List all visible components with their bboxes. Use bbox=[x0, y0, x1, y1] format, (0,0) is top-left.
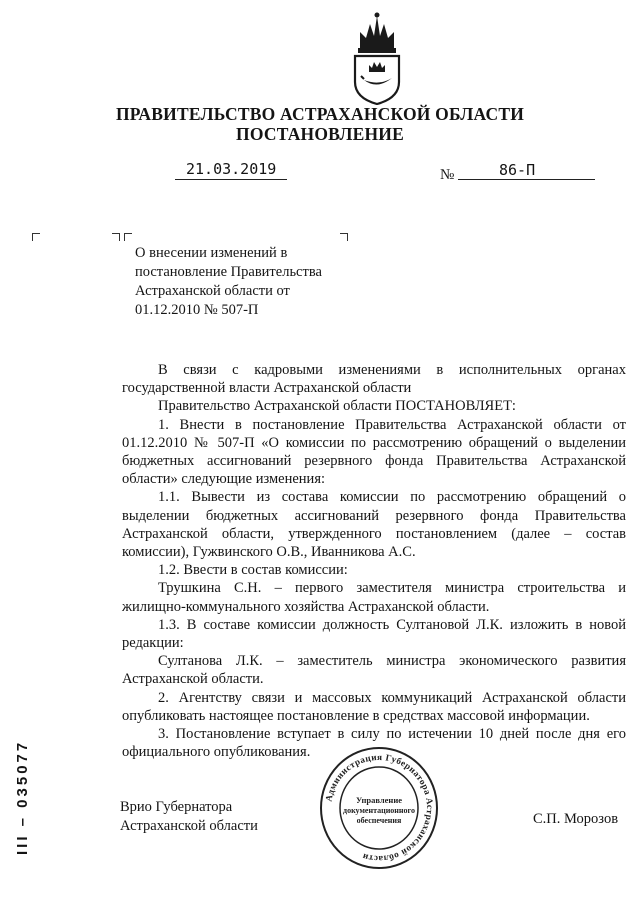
signatory-title-line1: Врио Губернатора bbox=[120, 799, 233, 815]
official-stamp bbox=[318, 746, 440, 870]
corner-mark bbox=[32, 233, 40, 241]
coat-of-arms-emblem bbox=[352, 10, 402, 105]
stamp-center-line: обеспечения bbox=[356, 816, 402, 825]
signatory-name: С.П. Морозов bbox=[533, 811, 619, 827]
body-paragraph: Султанова Л.К. – заместитель министра экономического развития Астраханской области. bbox=[122, 653, 626, 688]
number-sign: № bbox=[440, 167, 455, 183]
corner-mark bbox=[340, 233, 348, 241]
body-paragraph: 1. Внести в постановление Правительства Астраханской области от 01.12.2010 № 507-П «О комиссии по рассмотрению обращений о выделении бюджетных ассигнований резервного фонда Правительства Астраханской области» следующие изменения: bbox=[122, 416, 626, 488]
body-paragraph: 2. Агентству связи и массовых коммуникаций Астраханской области опубликовать настоящее постановление в средствах массовой информации. bbox=[122, 689, 626, 724]
document-body bbox=[122, 361, 626, 761]
signatory-title-line2: Астраханской области bbox=[120, 818, 258, 834]
body-paragraph: 3. Постановление вступает в силу по истечении 10 дней после дня его официального опубликования. bbox=[122, 726, 626, 761]
body-paragraph: 1.1. Вывести из состава комиссии по рассмотрению обращений о выделении бюджетных ассигнований резервного фонда Правительства Астраханской области, утвержденного постановлением (далее – состав комиссии), Гужвинского О.В., Иванникова А.С. bbox=[122, 489, 626, 561]
document-subject: О внесении изменений в постановление Правительства Астраханской области от 01.12.2010 № 507-П bbox=[135, 245, 322, 318]
body-paragraph: 1.3. В составе комиссии должность Султановой Л.К. изложить в новой редакции: bbox=[122, 616, 626, 652]
form-serial-number: III – 035077 bbox=[14, 739, 31, 855]
stamp-ring-text: Администрация Губернатора Астраханской области bbox=[323, 751, 436, 865]
body-paragraph: Правительство Астраханской области ПОСТАНОВЛЯЕТ: bbox=[158, 398, 516, 415]
number-underline bbox=[458, 179, 595, 180]
body-paragraph: 1.2. Ввести в состав комиссии: bbox=[158, 562, 348, 579]
body-paragraph: Трушкина С.Н. – первого заместителя министра строительства и жилищно-коммунального хозяйства Астраханской области. bbox=[122, 580, 626, 615]
corner-mark bbox=[112, 233, 120, 241]
corner-mark bbox=[124, 233, 132, 241]
stamp-center-line: Управление bbox=[355, 795, 403, 805]
stamp-center-line: документационного bbox=[343, 806, 415, 815]
body-paragraph: В связи с кадровыми изменениями в исполнительных органах государственной власти Астраханской области bbox=[122, 362, 626, 397]
document-type-heading: ПОСТАНОВЛЕНИЕ bbox=[236, 124, 404, 144]
document-date: 21.03.2019 bbox=[186, 160, 277, 178]
date-underline bbox=[175, 179, 287, 180]
document-number: 86-П bbox=[499, 161, 536, 179]
government-heading: ПРАВИТЕЛЬСТВО АСТРАХАНСКОЙ ОБЛАСТИ bbox=[115, 104, 525, 124]
